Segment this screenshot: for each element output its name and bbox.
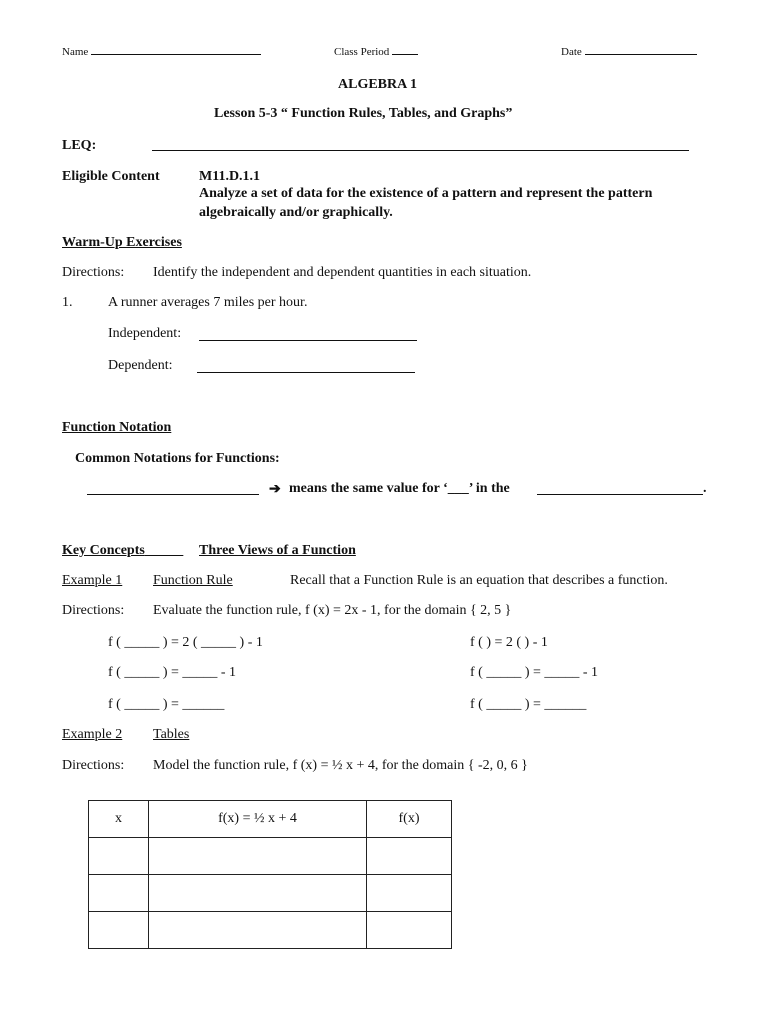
table-header-fx: f(x)	[367, 801, 452, 838]
example2-directions-label: Directions:	[62, 758, 125, 773]
table-header-rule: f(x) = ½ x + 4	[149, 801, 367, 838]
eligible-line-1: Analyze a set of data for the existence of a pattern and represent the pattern	[199, 186, 653, 201]
dependent-label: Dependent:	[108, 358, 173, 373]
eligible-line-2: algebraically and/or graphically.	[199, 205, 393, 220]
table-row	[89, 912, 452, 949]
notation-blank-2[interactable]	[537, 494, 703, 495]
example2-topic: Tables	[153, 727, 190, 742]
notation-blank-1[interactable]	[87, 494, 259, 495]
eval-left-row-1: f ( _____ ) = 2 ( _____ ) - 1	[108, 635, 263, 650]
warmup-heading: Warm-Up Exercises	[62, 235, 182, 250]
function-table	[88, 800, 452, 949]
table-cell[interactable]	[89, 838, 149, 875]
example1-label: Example 1	[62, 573, 123, 588]
example2-label: Example 2	[62, 727, 123, 742]
class-period-field[interactable]	[334, 46, 418, 58]
dependent-answer-line[interactable]	[197, 372, 415, 373]
warmup-directions-text: Identify the independent and dependent quantities in each situation.	[153, 265, 532, 280]
question-text: A runner averages 7 miles per hour.	[108, 295, 308, 310]
notation-subheading: Common Notations for Functions:	[75, 451, 280, 466]
date-label: Date	[561, 46, 582, 58]
warmup-directions-label: Directions:	[62, 265, 125, 280]
table-cell[interactable]	[367, 838, 452, 875]
eval-left-row-3: f ( _____ ) = ______	[108, 697, 225, 712]
example2-directions-text: Model the function rule, f (x) = ½ x + 4, for the domain { -2, 0, 6 }	[153, 758, 528, 773]
lesson-title: Lesson 5-3 “ Function Rules, Tables, and Graphs”	[214, 106, 513, 121]
name-label: Name	[62, 46, 89, 58]
leq-answer-line[interactable]	[152, 150, 689, 151]
eval-left-row-2: f ( _____ ) = _____ - 1	[108, 665, 237, 680]
notation-period: .	[703, 481, 707, 496]
example1-directions-label: Directions:	[62, 603, 125, 618]
independent-label: Independent:	[108, 326, 182, 341]
table-header-x: x	[89, 801, 149, 838]
table-cell[interactable]	[367, 912, 452, 949]
page-title: ALGEBRA 1	[338, 77, 417, 92]
arrow-icon: ➔	[269, 482, 281, 497]
table-cell[interactable]	[149, 912, 367, 949]
table-row	[89, 838, 452, 875]
name-field[interactable]	[62, 46, 261, 58]
class-period-label: Class Period	[334, 46, 390, 58]
three-views-heading: Three Views of a Function	[199, 543, 356, 558]
table-cell[interactable]	[89, 875, 149, 912]
key-concepts-heading: Key Concepts	[62, 543, 145, 558]
example1-recall: Recall that a Function Rule is an equation that describes a function.	[290, 573, 668, 588]
eval-right-row-1: f ( ) = 2 ( ) - 1	[470, 635, 548, 650]
date-field[interactable]	[561, 46, 697, 58]
example1-topic: Function Rule	[153, 573, 233, 588]
table-cell[interactable]	[367, 875, 452, 912]
example1-directions-text: Evaluate the function rule, f (x) = 2x - 1, for the domain { 2, 5 }	[153, 603, 512, 618]
eval-right-row-3: f ( _____ ) = ______	[470, 697, 587, 712]
question-number: 1.	[62, 295, 73, 310]
table-row	[89, 875, 452, 912]
means-text: means the same value for ‘___’ in the	[289, 481, 510, 496]
independent-answer-line[interactable]	[199, 340, 417, 341]
table-header-row	[89, 801, 452, 838]
leq-label: LEQ:	[62, 138, 97, 153]
eligible-content-label: Eligible Content	[62, 169, 160, 184]
table-cell[interactable]	[149, 838, 367, 875]
eval-right-row-2: f ( _____ ) = _____ - 1	[470, 665, 599, 680]
table-cell[interactable]	[89, 912, 149, 949]
eligible-code: M11.D.1.1	[199, 169, 261, 184]
table-cell[interactable]	[149, 875, 367, 912]
notation-heading: Function Notation	[62, 420, 172, 435]
